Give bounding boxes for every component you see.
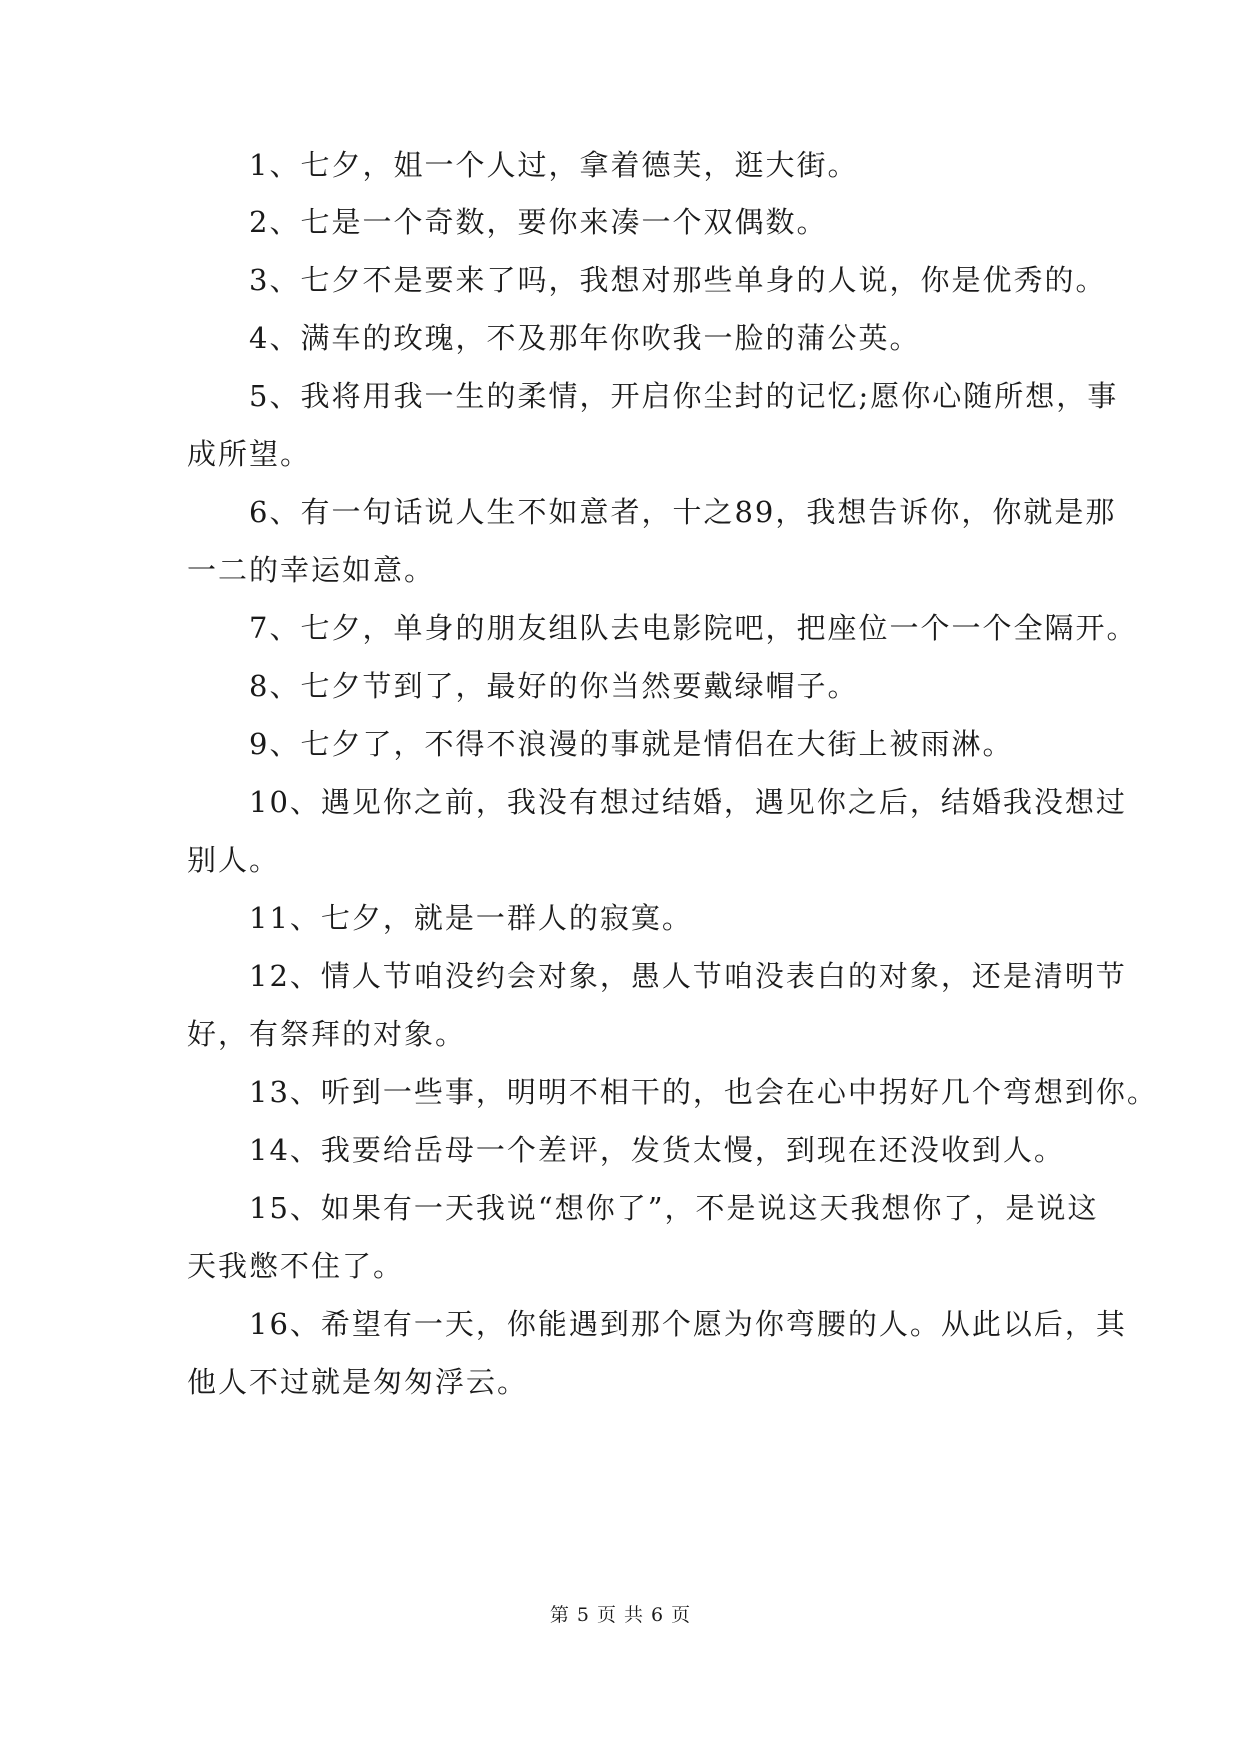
paragraph-6-line-1: 6、有一句话说人生不如意者，十之89，我想告诉你，你就是那 [187,495,1117,529]
paragraph-12-line-1: 12、情人节咱没约会对象，愚人节咱没表白的对象，还是清明节 [187,959,1127,993]
paragraph-14-line-1: 14、我要给岳母一个差评，发货太慢，到现在还没收到人。 [187,1133,1065,1167]
paragraph-3-line-1: 3、七夕不是要来了吗，我想对那些单身的人说，你是优秀的。 [187,263,1107,297]
paragraph-10-line-1: 10、遇见你之前，我没有想过结婚，遇见你之后，结婚我没想过 [187,785,1127,819]
paragraph-15-line-1: 15、如果有一天我说“想你了”，不是说这天我想你了，是说这 [187,1191,1099,1225]
paragraph-9-line-1: 9、七夕了，不得不浪漫的事就是情侣在大街上被雨淋。 [187,727,1014,761]
paragraph-6-line-2: 一二的幸运如意。 [187,553,436,587]
paragraph-15-line-2: 天我憋不住了。 [187,1249,405,1283]
paragraph-13-line-1: 13、听到一些事，明明不相干的，也会在心中拐好几个弯想到你。 [187,1075,1158,1109]
paragraph-16-line-2: 他人不过就是匆匆浮云。 [187,1365,529,1399]
page-footer: 第 5 页 共 6 页 [549,1604,692,1626]
paragraph-12-line-2: 好，有祭拜的对象。 [187,1017,467,1051]
paragraph-16-line-1: 16、希望有一天，你能遇到那个愿为你弯腰的人。从此以后，其 [187,1307,1127,1341]
paragraph-11-line-1: 11、七夕，就是一群人的寂寞。 [187,901,693,935]
paragraph-5-line-2: 成所望。 [187,437,312,471]
paragraph-4-line-1: 4、满车的玫瑰，不及那年你吹我一脸的蒲公英。 [187,321,921,355]
paragraph-1-line-1: 1、七夕，姐一个人过，拿着德芙，逛大街。 [187,148,859,182]
paragraph-8-line-1: 8、七夕节到了，最好的你当然要戴绿帽子。 [187,669,859,703]
paragraph-2-line-1: 2、七是一个奇数，要你来凑一个双偶数。 [187,205,828,239]
paragraph-7-line-1: 7、七夕，单身的朋友组队去电影院吧，把座位一个一个全隔开。 [187,611,1138,645]
paragraph-5-line-1: 5、我将用我一生的柔情，开启你尘封的记忆;愿你心随所想，事 [187,379,1119,413]
paragraph-10-line-2: 别人。 [187,843,281,877]
